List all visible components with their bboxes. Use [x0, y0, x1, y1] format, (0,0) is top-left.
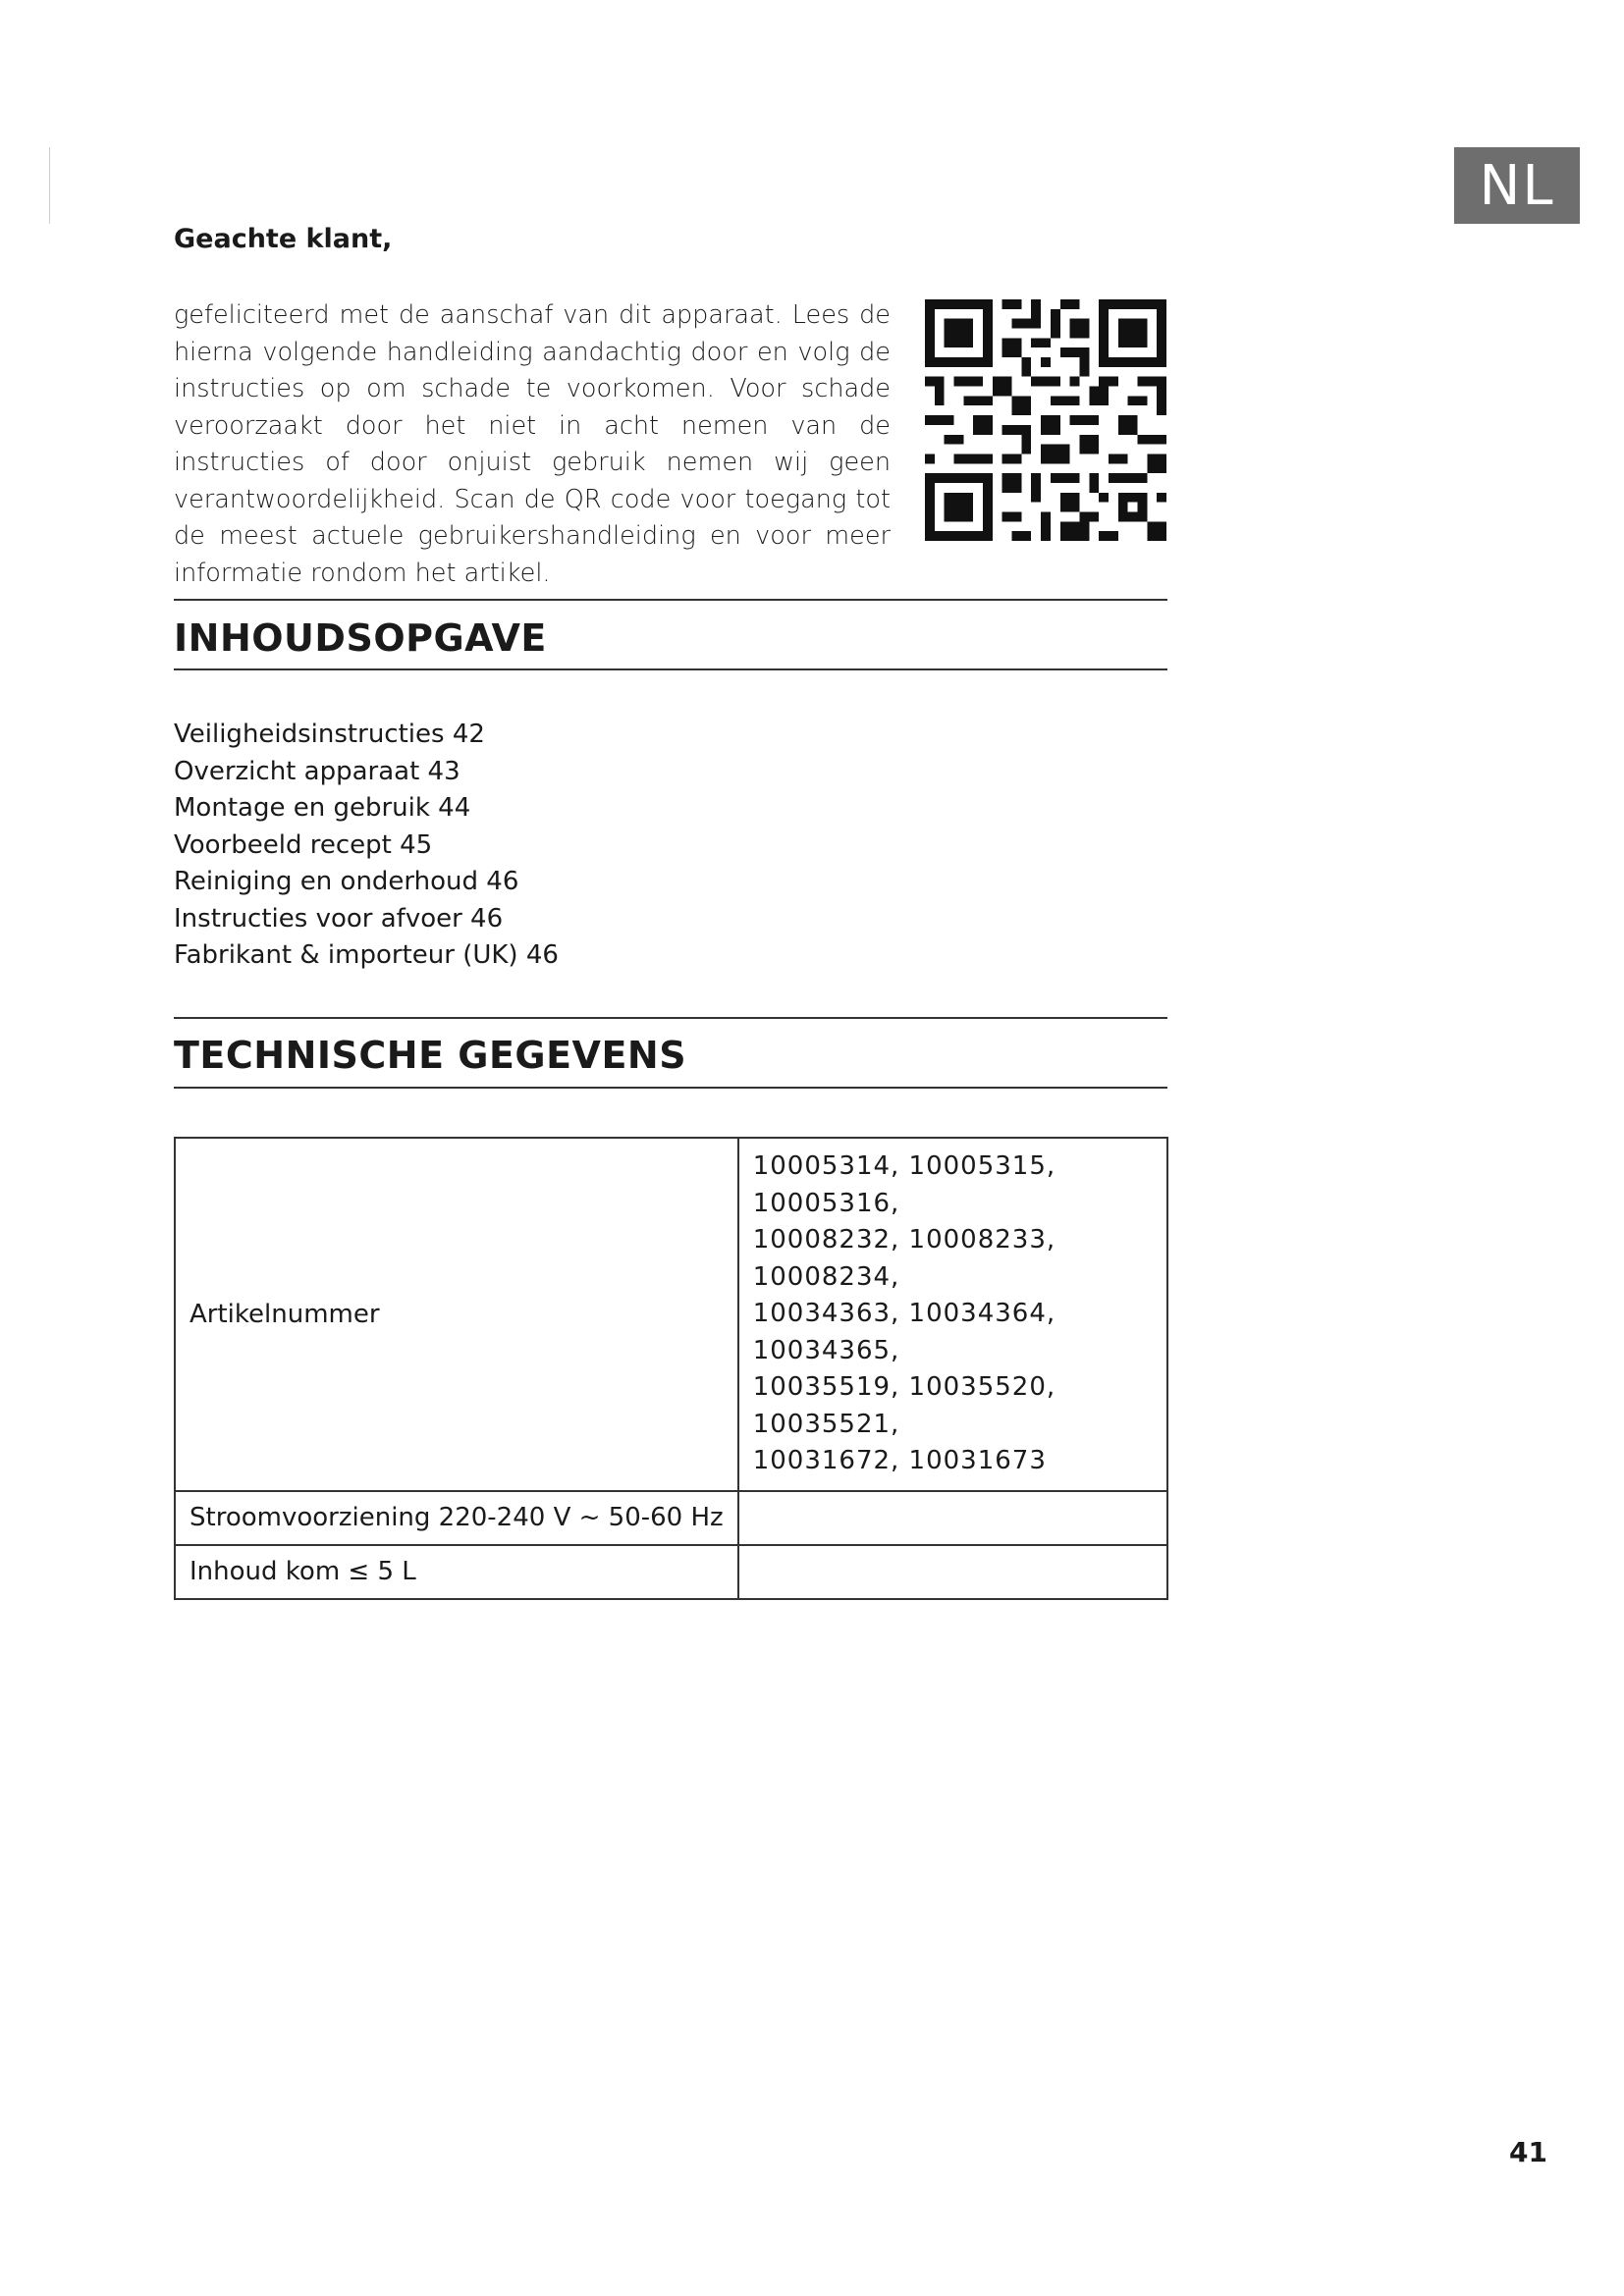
intro-paragraph: gefeliciteerd met de aanschaf van dit apparaat. Lees de hierna volgende handleiding aandachtig door en volg de instructies op om schade te voorkomen. Voor schade veroorzaakt door het niet in acht nemen van de instructies of door onjuist gebruik nemen wij geen verantwoordelijkheid. Scan de QR code voor toegang tot de meest actuele gebruikershandleiding en voor meer informatie rondom het artikel.	[174, 300, 891, 588]
article-number-line: 10005314, 10005315, 10005316,	[752, 1151, 1056, 1218]
qr-code-icon	[925, 299, 1166, 541]
toc-item: Overzicht apparaat 43	[174, 756, 460, 786]
spec-value	[738, 1545, 1167, 1599]
toc-list	[174, 717, 559, 975]
toc-item: Voorbeeld recept 45	[174, 829, 433, 860]
spec-value	[738, 1138, 1167, 1491]
article-number-line: 10008232, 10008233, 10008234,	[752, 1225, 1056, 1292]
table-row	[175, 1138, 1167, 1491]
specs-rule-top	[174, 1017, 1167, 1019]
specs-table	[174, 1137, 1168, 1600]
language-badge: NL	[1454, 147, 1580, 224]
spec-value	[738, 1491, 1167, 1545]
toc-item: Reiniging en onderhoud 46	[174, 867, 519, 896]
article-number-line: 10034363, 10034364, 10034365,	[752, 1299, 1056, 1365]
toc-rule-top	[174, 599, 1167, 601]
toc-item: Veiligheidsinstructies 42	[174, 720, 485, 749]
spec-label: Inhoud kom ≤ 5 L	[175, 1545, 738, 1599]
specs-title: TECHNISCHE GEGEVENS	[174, 1034, 687, 1077]
page-number: 41	[1509, 2136, 1547, 2168]
article-number-line: 10031672, 10031673	[752, 1446, 1047, 1475]
margin-line	[49, 147, 50, 224]
table-row	[175, 1545, 1167, 1599]
spec-label: Stroomvoorziening 220-240 V ~ 50-60 Hz	[175, 1491, 738, 1545]
toc-item: Montage en gebruik 44	[174, 793, 471, 823]
toc-item: Instructies voor afvoer 46	[174, 903, 504, 934]
toc-item: Fabrikant & importeur (UK) 46	[174, 940, 559, 970]
toc-title: INHOUDSOPGAVE	[174, 616, 547, 660]
spec-label: Artikelnummer	[175, 1138, 738, 1491]
table-row	[175, 1491, 1167, 1545]
toc-rule-bottom	[174, 668, 1167, 670]
specs-rule-bottom	[174, 1087, 1167, 1089]
greeting-heading: Geachte klant,	[174, 224, 393, 254]
article-number-line: 10035519, 10035520, 10035521,	[752, 1372, 1056, 1439]
